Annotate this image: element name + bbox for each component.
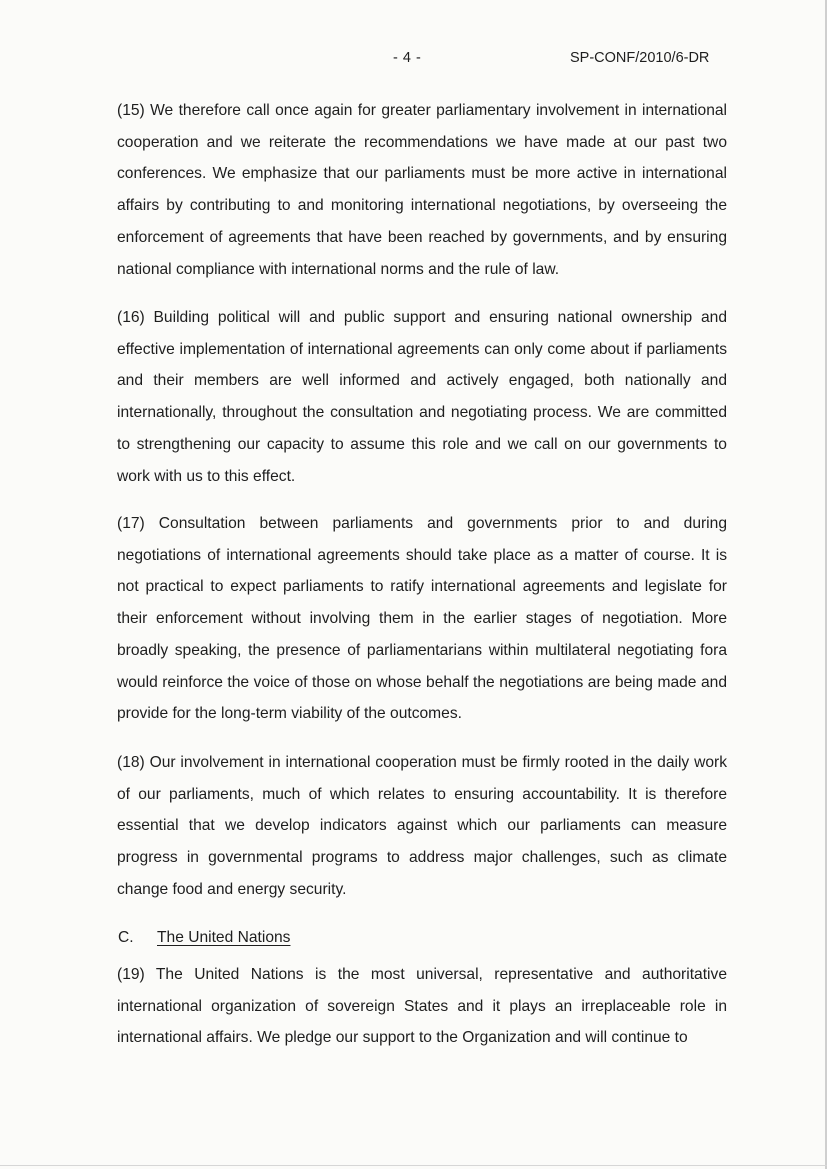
paragraph-19: (19) The United Nations is the most universal, representative and authoritative international organization of sovereign States and it plays an irreplaceable role in international affairs. We pledge our support to the Organization and will continue to [117,966,727,1047]
document-reference: SP-CONF/2010/6-DR [570,50,710,66]
section-heading [118,924,290,952]
section-letter: C. [118,929,134,946]
scan-edge-bottom [0,1165,827,1166]
paragraph-17: (17) Consultation between parliaments and governments prior to and during negotiations of international agreements should take place as a matter of course. It is not practical to expect parliaments to ratify international agreements and legislate for their enforcement without involving them in the earlier stages of negotiation. More broadly speaking, the presence of parliamentarians within multilateral negotiating fora would reinforce the voice of those on whose behalf the negotiations are being made and provide for the long-term viability of the outcomes. [117,515,727,723]
paragraph-18: (18) Our involvement in international cooperation must be firmly rooted in the daily work of our parliaments, much of which relates to ensuring accountability. It is therefore essential that we develop indicators against which our parliaments can measure progress in governmental programs to address major challenges, such as climate change food and energy security. [117,754,727,898]
paragraph-16: (16) Building political will and public support and ensuring national ownership and effective implementation of international agreements can only come about if parliaments and their members are well informed and actively engaged, both nationally and internationally, throughout the consultation and negotiating process. We are committed to strengthening our capacity to assume this role and we call on our governments to work with us to this effect. [117,309,727,485]
paragraph-15: (15) We therefore call once again for greater parliamentary involvement in international cooperation and we reiterate the recommendations we have made at our past two conferences. We emphasize that our parliaments must be more active in international affairs by contributing to and monitoring international negotiations, by overseeing the enforcement of agreements that have been reached by governments, and by ensuring national compliance with international norms and the rule of law. [117,102,727,278]
section-title: The United Nations [157,929,291,946]
page-number: - 4 - [393,50,422,66]
